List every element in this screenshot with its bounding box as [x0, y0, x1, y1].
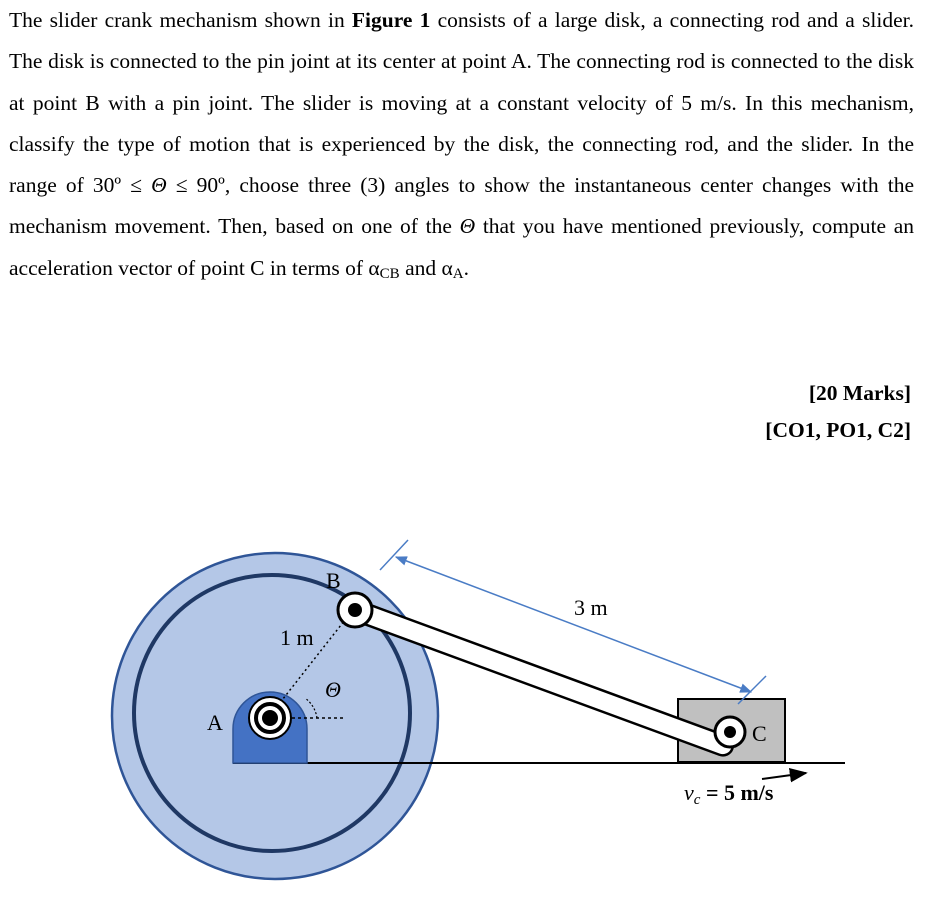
label-velocity — [684, 780, 774, 808]
rod-length-dimension — [396, 557, 751, 692]
question-body-3: and α — [399, 255, 453, 280]
total-marks: [20 Marks] — [808, 381, 911, 405]
pin-c-center — [724, 726, 736, 738]
subscript-a: A — [452, 265, 464, 282]
slider-crank-figure — [0, 520, 937, 909]
question-body-2: that you have mentioned previously, compute an acceleration vector of point C in terms of α — [9, 214, 914, 280]
question-intro: The slider crank mechanism shown in — [9, 8, 352, 32]
label-radius: 1 m — [280, 625, 314, 650]
question-body-1: consists of a large disk, a connecting rod and a slider. The disk is connected to the pin joint at its center at point A. The connecting rod is connected to the disk at point B with a pin joint. The slider is moving at a constant velocity of 5 m/s. In this mechanism, classify the type of motion that is experienced by the disk, the connecting rod, and the slider. In the range of 30º ≤ — [9, 8, 914, 198]
label-rod-length: 3 m — [574, 595, 608, 620]
label-c: C — [752, 721, 767, 746]
question-paragraph — [9, 0, 914, 289]
pin-a-center — [262, 710, 278, 726]
figure-reference: Figure 1 — [351, 8, 431, 32]
theta-symbol: Θ — [459, 214, 476, 239]
course-outcomes: [CO1, PO1, C2] — [765, 418, 911, 442]
velocity-subscript: c — [693, 792, 701, 808]
velocity-arrow — [762, 773, 806, 779]
theta-symbol: Θ — [151, 173, 167, 198]
question-range: ≤ 90º, choose three (3) angles to show the instantaneous center changes with the mechanism movement. Then, based on one of the — [9, 173, 914, 239]
label-b: B — [326, 568, 341, 593]
label-a: A — [207, 710, 223, 735]
velocity-symbol: v — [684, 780, 694, 805]
question-end: . — [463, 255, 469, 280]
subscript-cb: CB — [379, 265, 400, 282]
marks-block — [765, 375, 911, 449]
velocity-value: = 5 m/s — [700, 780, 774, 805]
label-theta: Θ — [325, 677, 341, 702]
pin-b-center — [348, 603, 362, 617]
question-text — [9, 0, 914, 289]
dimension-tick-top — [380, 540, 408, 570]
